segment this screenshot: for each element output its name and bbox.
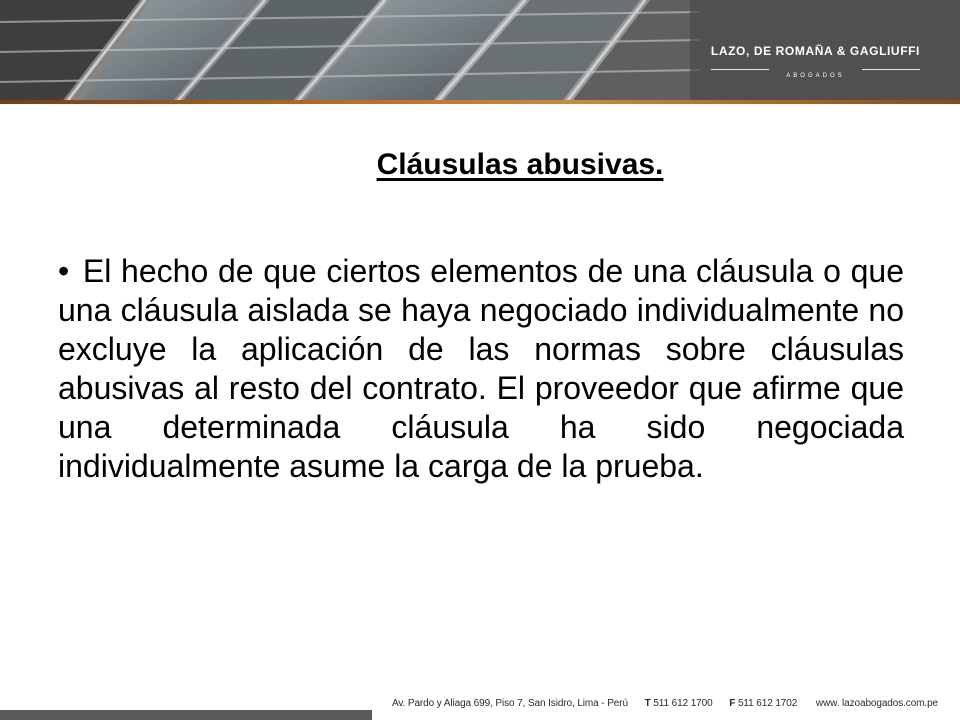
header-banner — [0, 0, 960, 104]
footer-phone-label: T — [644, 698, 651, 709]
footer-fax: 511 612 1702 — [737, 698, 798, 709]
footer-bar — [0, 710, 372, 720]
firm-subtitle: ABOGADOS — [786, 73, 845, 79]
footer-website: www. lazoabogados.com.pe — [815, 698, 938, 709]
header-accent-rule — [0, 100, 960, 104]
bullet-marker: • — [58, 253, 70, 289]
firm-logo — [710, 44, 920, 79]
firm-subtitle-row — [711, 64, 920, 79]
bullet-text: El hecho de que ciertos elementos de una cláusula o que una cláusula aislada se haya negociado individualmente no excluye la aplicación de las normas sobre cláusulas abusivas al resto del contrato. El proveedor que afirme que una determinada cláusula ha sido negociada individualmente asume la carga de la prueba. — [58, 253, 905, 484]
footer-phone: 511 612 1700 — [653, 698, 713, 709]
footer-fax-label: F — [729, 698, 736, 709]
firm-name: LAZO, DE ROMAÑA & GAGLIUFFI — [710, 44, 920, 58]
slide-title: Cláusulas abusivas. — [376, 148, 664, 181]
footer-contact — [392, 698, 948, 709]
footer-address: Av. Pardo y Aliaga 699, Piso 7, San Isidro, Lima - Perú — [392, 698, 628, 709]
slide-bullet-paragraph — [58, 252, 904, 486]
